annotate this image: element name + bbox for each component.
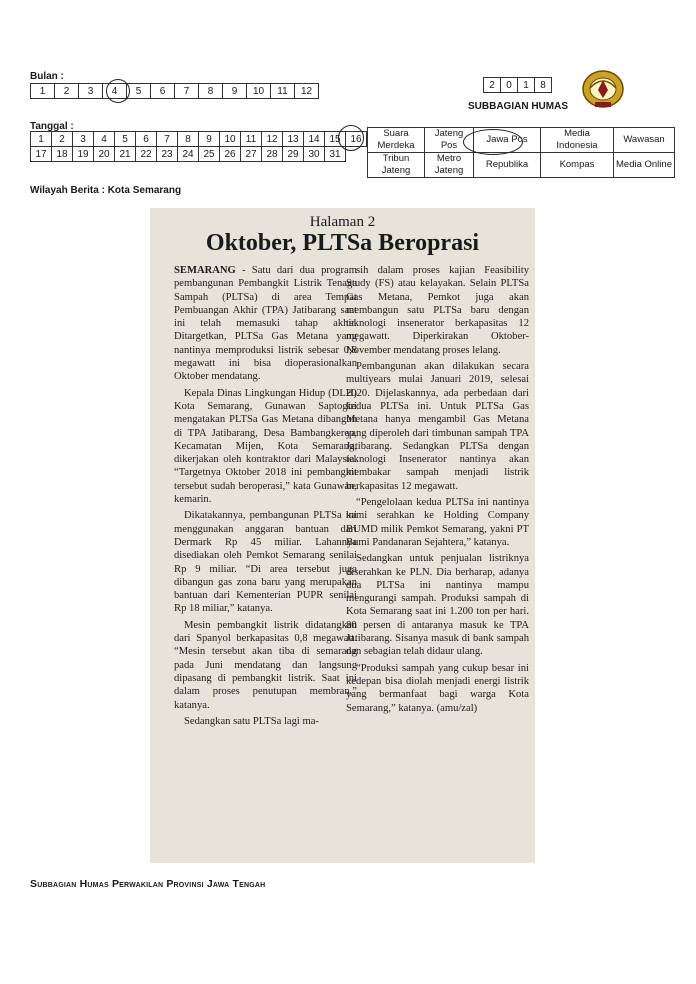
day-cell: 1 — [31, 132, 52, 147]
media-cell: Wawasan — [614, 128, 675, 153]
selected-media-circle — [463, 129, 523, 155]
day-cell: 2 — [52, 132, 73, 147]
article-title: Oktober, PLTSa Beroprasi — [205, 230, 480, 256]
article-paragraph: Sedangkan satu PLTSa lagi ma- — [184, 715, 319, 727]
day-cell: 3 — [73, 132, 94, 147]
day-cell: 18 — [52, 147, 73, 162]
day-cell: 10 — [220, 132, 241, 147]
article-paragraph: Mesin pembangkit listrik didatangkan dari Spanyol berkapasitas 0,8 megawatt. “Mesin tersebut akan tiba di semarang pada Juni mendatang dan langsung dipasang di pembangkit listrik. Saat ini dalam proses penutupan membran,” katanya. — [174, 619, 357, 711]
media-cell: Metro Jateng — [425, 153, 474, 178]
day-cell: 27 — [241, 147, 262, 162]
day-cell: 28 — [262, 147, 283, 162]
selected-day-circle — [338, 125, 364, 151]
month-cell: 12 — [295, 84, 319, 99]
day-cell: 26 — [220, 147, 241, 162]
month-cell: 10 — [247, 84, 271, 99]
month-cell: 5 — [127, 84, 151, 99]
selected-month-circle — [106, 79, 130, 103]
day-cell: 21 — [115, 147, 136, 162]
article-paragraph: sih dalam proses kajian Feasibility Study (FS) atau kelayakan. Selain PLTSa Gas Metana, Pemkot juga akan membangun satu PLTSa baru dengan teknologi insenerator berkapasitas 12 megawatt. Diperkirakan Oktober-November mendatang proses lelang. — [346, 265, 529, 356]
day-cell: 9 — [199, 132, 220, 147]
month-cell: 1 — [31, 84, 55, 99]
article-column-1 — [174, 264, 357, 731]
article-paragraph: Sedangkan untuk penjualan listriknya diserahkan ke PLN. Dia berharap, adanya dua PLTSa ini nantinya mampu mengurangi sampah. Produksi sampah di Kota Semarang saat ini 1.200 ton per hari. 80 persen di antaranya masuk ke TPA Jatibarang. Sisanya masuk di bank sampah dan sebagian telah didaur ulang. — [346, 553, 529, 658]
day-cell: 4 — [94, 132, 115, 147]
month-cell: 3 — [79, 84, 103, 99]
day-cell: 8 — [178, 132, 199, 147]
media-cell: Jateng Pos — [425, 128, 474, 153]
article-paragraph: Kepala Dinas Lingkungan Hidup (DLH) Kota Semarang, Gunawan Saptogiri mengatakan PLTSa Gas Metana dibangun di TPA Jatibarang, Desa Bambangkerep, Kecamatan Mijen, Kota Semarang, dikerjakan oleh kontraktor dari Malaysia. “Targetnya Oktober 2018 ini pembangkit tersebut sudah beroperasi,” kata Gunawan, kemarin. — [174, 387, 357, 506]
article-paragraph: “Produksi sampah yang cukup besar ini kedepan bisa diolah menjadi energi listrik yang bermanfaat bagi warga Kota Semarang,” katanya. (amu/zal) — [346, 662, 529, 714]
month-cell: 8 — [199, 84, 223, 99]
year-digit-cell: 8 — [535, 78, 552, 93]
day-cell: 24 — [178, 147, 199, 162]
day-cell: 22 — [136, 147, 157, 162]
day-cell: 17 — [31, 147, 52, 162]
day-cell: 31 — [325, 147, 346, 162]
day-cell: 5 — [115, 132, 136, 147]
media-cell: Jawa Pos — [474, 128, 541, 153]
article-paragraph: “Pengelolaan kedua PLTSa ini nantinya kami serahkan ke Holding Company BUMD milik Pemkot Semarang, yakni PT Bumi Pandanaran Sejahtera,” katanya. — [346, 497, 529, 548]
year-digit-cell: 1 — [518, 78, 535, 93]
day-cell: 12 — [262, 132, 283, 147]
day-cell: 16 — [346, 132, 367, 147]
day-cell: 29 — [283, 147, 304, 162]
article-paragraph: SEMARANG - Satu dari dua program pembangunan Pembangkit Listrik Tenaga Sampah (PLTSa) di area Tempat Pembuangan Akhir (TPA) Jatibarang saat ini telah memasuki tahap akhir. Ditargetkan, PLTSa Gas Metana yang nantinya memproduksi listrik sebesar 0,8 megawatt ini bisa dioperasionalkan Oktober mendatang. — [174, 265, 357, 383]
bulan-label: Bulan : — [30, 71, 64, 82]
article-column-2 — [346, 264, 529, 718]
day-cell: 11 — [241, 132, 262, 147]
day-cell: 13 — [283, 132, 304, 147]
dateline: SEMARANG — [174, 265, 243, 276]
footer-office: Subbagian Humas Perwakilan Provinsi Jawa Tengah — [30, 878, 266, 890]
media-cell: Republika — [474, 153, 541, 178]
media-grid — [367, 127, 675, 178]
office-label: SUBBAGIAN HUMAS — [468, 101, 568, 112]
media-cell: Media Indonesia — [541, 128, 614, 153]
media-cell: Kompas — [541, 153, 614, 178]
month-cell: 7 — [175, 84, 199, 99]
day-cell: 14 — [304, 132, 325, 147]
month-cell: 6 — [151, 84, 175, 99]
media-cell: Tribun Jateng — [368, 153, 425, 178]
month-cell: 9 — [223, 84, 247, 99]
day-cell: 30 — [304, 147, 325, 162]
year-digit-cell: 0 — [501, 78, 518, 93]
month-cell: 2 — [55, 84, 79, 99]
wilayah-berita: Wilayah Berita : Kota Semarang — [30, 185, 182, 196]
news-clipping — [150, 208, 535, 863]
day-cell: 6 — [136, 132, 157, 147]
day-cell: 7 — [157, 132, 178, 147]
day-cell: 25 — [199, 147, 220, 162]
bulan-grid — [30, 83, 319, 99]
article-paragraph: Pembangunan akan dilakukan secara multiyears mulai Januari 2019, selesai 2020. Dijelaskannya, ada perbedaan dari kedua PLTSa ini. Untuk PLTSa Gas Metana hanya mengambil Gas Metana yang diperoleh dari timbunan sampah TPA Jatibarang. Sedangkan PLTSa dengan teknologi Insenerator nantinya akan membakar sampah menjadi listrik berkapasitas 12 megawatt. — [346, 361, 529, 492]
garuda-emblem-icon — [578, 66, 628, 112]
day-cell: 23 — [157, 147, 178, 162]
media-cell: Media Online — [614, 153, 675, 178]
month-cell: 4 — [103, 84, 127, 99]
day-cell: 19 — [73, 147, 94, 162]
day-cell: 20 — [94, 147, 115, 162]
tanggal-grid — [30, 131, 367, 162]
tanggal-label: Tanggal : — [30, 121, 74, 132]
media-cell: Suara Merdeka — [368, 128, 425, 153]
year-digit-cell: 2 — [484, 78, 501, 93]
year-grid — [483, 77, 552, 93]
article-paragraph: Dikatakannya, pembangunan PLTSa ini menggunakan anggaran bantuan dari Dermark Rp 45 miliar. Lahannya disediakan oleh Pemkot Semarang senilai Rp 9 miliar. “Di area tersebut juga dibangun gas zona baru yang merupakan bantuan dari Kementerian PUPR senilai Rp 18 miliar,” katanya. — [174, 510, 357, 615]
page-number: Halaman 2 — [309, 214, 376, 230]
month-cell: 11 — [271, 84, 295, 99]
day-cell: 15 — [325, 132, 346, 147]
